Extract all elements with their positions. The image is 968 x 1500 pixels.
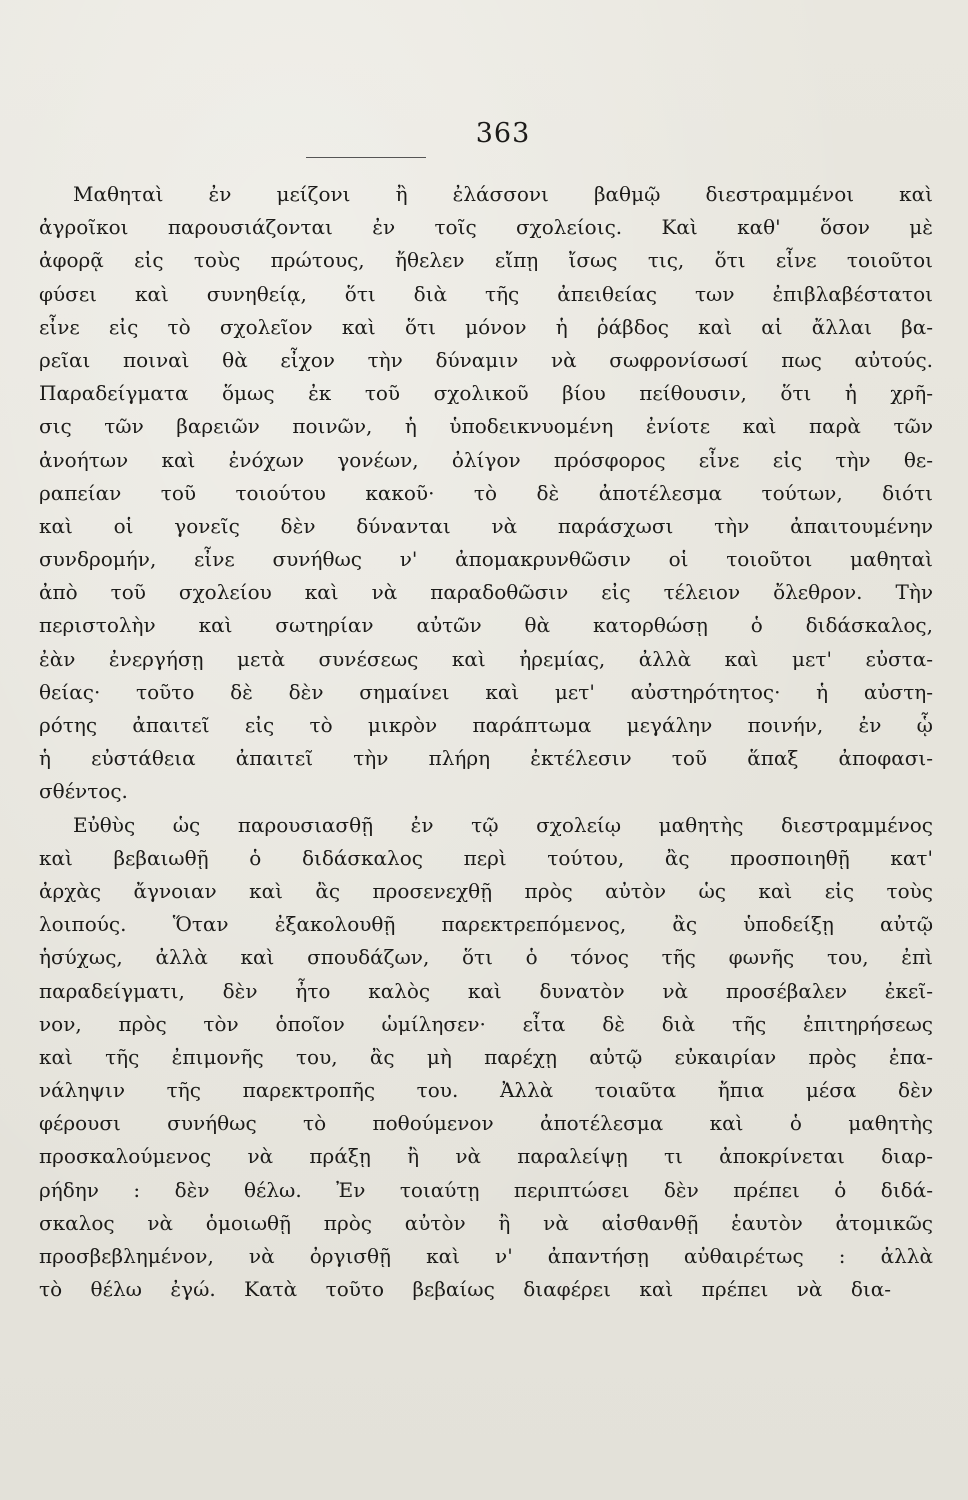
text-line: σκαλος νὰ ὁμοιωθῇ πρὸς αὐτὸν ἢ νὰ αἰσθανθῇ ἑαυτὸν ἀτομικῶς [39,1210,933,1235]
body-text [39,178,933,1306]
text-line: ρεῖαι ποιναὶ θὰ εἶχον τὴν δύναμιν νὰ σωφρονίσωσί πως αὐτούς. [39,347,933,372]
text-line: ἡ εὐστάθεια ἀπαιτεῖ τὴν πλήρη ἐκτέλεσιν τοῦ ἅπαξ ἀποφασι- [39,746,933,771]
text-line: ραπείαν τοῦ τοιούτου κακοῦ· τὸ δὲ ἀποτέλεσμα τούτων, διότι [39,480,933,505]
text-line: ἐὰν ἐνεργήσῃ μετὰ συνέσεως καὶ ἠρεμίας, ἀλλὰ καὶ μετ' εὐστα- [39,646,933,671]
text-line: εἶνε εἰς τὸ σχολεῖον καὶ ὅτι μόνον ἡ ῥάβδος καὶ αἱ ἄλλαι βα- [39,314,933,339]
text-line: ἀγροῖκοι παρουσιάζονται ἐν τοῖς σχολείοις. Καὶ καθ' ὅσον μὲ [39,215,933,240]
text-line: ρότης ἀπαιτεῖ εἰς τὸ μικρὸν παράπτωμα μεγάλην ποινήν, ἐν ᾧ [39,713,933,737]
text-line: προσβεβλημένον, νὰ ὀργισθῇ καὶ ν' ἀπαντήσῃ αὐθαιρέτως : ἀλλὰ [39,1244,933,1268]
text-line: τὸ θέλω ἐγώ. Κατὰ τοῦτο βεβαίως διαφέρει καὶ πρέπει νὰ δια- [39,1277,891,1302]
text-line: νον, πρὸς τὸν ὁποῖον ὡμίλησεν· εἶτα δὲ διὰ τῆς ἐπιτηρήσεως [39,1011,933,1036]
text-line: Μαθηταὶ ἐν μείζονι ἢ ἐλάσσονι βαθμῷ διεστραμμένοι καὶ [73,182,933,206]
text-line: θείας· τοῦτο δὲ δὲν σημαίνει καὶ μετ' αὐστηρότητος· ἡ αὐστη- [39,679,933,704]
text-line: λοιπούς. Ὅταν ἐξακολουθῇ παρεκτρεπόμενος, ἂς ὑποδείξῃ αὐτῷ [39,912,933,937]
text-line: ἀπὸ τοῦ σχολείου καὶ νὰ παραδοθῶσιν εἰς τέλειον ὄλεθρον. Τὴν [39,580,933,605]
text-line: συνδρομήν, εἶνε συνήθως ν' ἀπομακρυνθῶσιν οἱ τοιοῦτοι μαθηταὶ [39,547,933,572]
text-line: φέρουσι συνήθως τὸ ποθούμενον ἀποτέλεσμα καὶ ὁ μαθητὴς [39,1111,933,1136]
page-number: 363 [475,118,531,149]
text-line: ἀφορᾷ εἰς τοὺς πρώτους, ἤθελεν εἴπῃ ἴσως τις, ὅτι εἶνε τοιοῦτοι [39,248,933,273]
text-line: περιστολὴν καὶ σωτηρίαν αὐτῶν θὰ κατορθώσῃ ὁ διδάσκαλος, [39,613,933,638]
header-rule [306,157,426,158]
text-line: ἀνοήτων καὶ ἐνόχων γονέων, ὀλίγον πρόσφορος εἶνε εἰς τὴν θε- [39,447,933,472]
text-line: φύσει καὶ συνηθείᾳ, ὅτι διὰ τῆς ἀπειθείας των ἐπιβλαβέστατοι [39,281,933,306]
text-line: ρήδην : δὲν θέλω. Ἐν τοιαύτῃ περιπτώσει δὲν πρέπει ὁ διδά- [39,1177,933,1202]
text-line: καὶ βεβαιωθῇ ὁ διδάσκαλος περὶ τούτου, ἂς προσποιηθῇ κατ' [39,845,933,870]
text-line: καὶ οἱ γονεῖς δὲν δύνανται νὰ παράσχωσι τὴν ἀπαιτουμένην [39,513,933,538]
text-line: προσκαλούμενος νὰ πράξῃ ἢ νὰ παραλείψῃ τι ἀποκρίνεται διαρ- [39,1144,933,1169]
text-line: σθέντος. [39,779,128,804]
text-line: νάληψιν τῆς παρεκτροπῆς του. Ἀλλὰ τοιαῦτα ἤπια μέσα δὲν [39,1078,933,1103]
text-line: καὶ τῆς ἐπιμονῆς του, ἂς μὴ παρέχῃ αὐτῷ εὐκαιρίαν πρὸς ἐπα- [39,1044,933,1069]
text-line: σις τῶν βαρειῶν ποινῶν, ἡ ὑποδεικνυομένη ἐνίοτε καὶ παρὰ τῶν [39,414,933,439]
text-line: ἀρχὰς ἄγνοιαν καὶ ἂς προσενεχθῇ πρὸς αὐτὸν ὡς καὶ εἰς τοὺς [39,878,933,903]
text-line: ἡσύχως, ἀλλὰ καὶ σπουδάζων, ὅτι ὁ τόνος τῆς φωνῆς του, ἐπὶ [39,945,933,970]
text-line: Εὐθὺς ὡς παρουσιασθῇ ἐν τῷ σχολείῳ μαθητὴς διεστραμμένος [73,812,933,837]
text-line: παραδείγματι, δὲν ἦτο καλὸς καὶ δυνατὸν νὰ προσέβαλεν ἐκεῖ- [39,978,933,1003]
text-line: Παραδείγματα ὅμως ἐκ τοῦ σχολικοῦ βίου πείθουσιν, ὅτι ἡ χρῆ- [39,381,933,406]
